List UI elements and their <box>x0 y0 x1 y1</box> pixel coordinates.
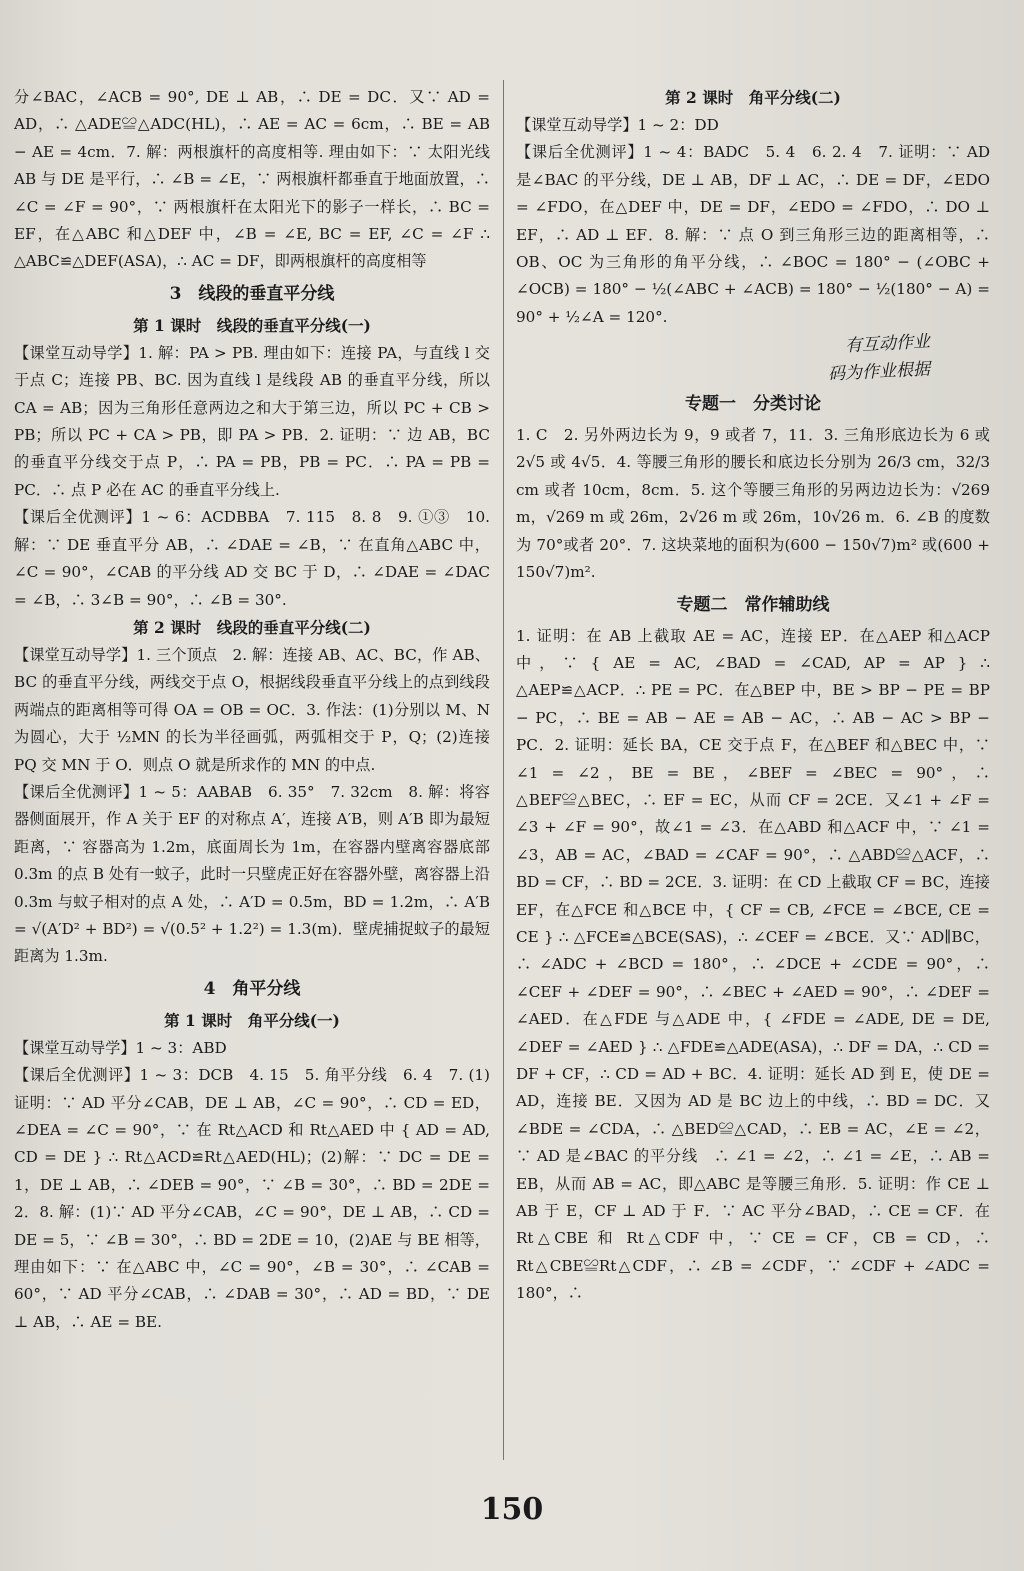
section-3-lesson-2-classroom: 【课堂互动导学】1. 三个顶点 2. 解：连接 AB、AC、BC，作 AB、BC 的垂直平分线，两线交于点 O，根据线段垂直平分线上的点到线段两端点的距离相等可得 OA = OB = OC．3. 作法：(1)分别以 M、N 为圆心，大于 ½MN 的长为半径画弧，两弧相交于 P，Q；(2)连接 PQ 交 MN 于 O．则点 O 就是所求作的 MN 的中点. <box>14 645 490 774</box>
section-3-lesson-1-classroom: 【课堂互动导学】1. 解：PA > PB. 理由如下：连接 PA，与直线 l 交于点 C；连接 PB、BC. 因为直线 l 是线段 AB 的垂直平分线，所以 CA = AB；因为三角形任意两边之和大于第三边，所以 PC + CB > PB；所以 PC + CA > PB，即 PA > PB．2. 证明：∵ 边 AB，BC 的垂直平分线交于点 P，∴ PA = PB，PB = PC．∴ PA = PB = PC．∴ 点 P 必在 AC 的垂直平分线上. <box>14 343 490 499</box>
section-3-lesson-1-after-class: 【课后全优测评】1 ~ 6：ACDBBA 7. 115 8. 8 9. ①③ 10. 解：∵ DE 垂直平分 AB，∴ ∠DAE = ∠B，∵ 在直角△ABC 中，∠C = 90°，∠CAB 的平分线 AD 交 BC 于 D，∴ ∠DAE = ∠DAC = ∠B，∴ 3∠B = 90°，∴ ∠B = 30°. <box>14 508 490 609</box>
section-4-title: 4 角平分线 <box>203 978 301 999</box>
section-4-lesson-1-title: 第 1 课时 角平分线(一) <box>164 1010 340 1030</box>
section-4-lesson-2-classroom: 【课堂互动导学】1 ~ 2：DD <box>516 116 719 134</box>
topic-2-title: 专题二 常作辅助线 <box>676 594 830 615</box>
handwritten-note <box>516 331 990 386</box>
section-3-lesson-2-title: 第 2 课时 线段的垂直平分线(二) <box>133 617 371 637</box>
handwriting-line-1: 有互动作业 <box>844 332 931 357</box>
right-column <box>516 84 990 1481</box>
section-3-title: 3 线段的垂直平分线 <box>169 283 335 304</box>
left-intro-paragraph: 分∠BAC，∠ACB = 90°, DE ⊥ AB，∴ DE = DC．又∵ AD = AD，∴ △ADE≌△ADC(HL)，∴ AE = AC = 6cm，∴ BE = AB − AE = 4cm．7. 解：两根旗杆的高度相等. 理由如下：∵ 太阳光线 AB 与 DE 是平行，∴ ∠B = ∠E，∵ 两根旗杆都垂直于地面放置，∴ ∠C = ∠F = 90°，∵ 两根旗杆在太阳光下的影子一样长，∴ BC = EF，在△ABC 和△DEF 中，∠B = ∠E, BC = EF, ∠C = ∠F ∴ △ABC≌△DEF(ASA)，∴ AC = DF，即两根旗杆的高度相等 <box>14 88 490 271</box>
section-3-lesson-2-after-class: 【课后全优测评】1 ~ 5：AABAB 6. 35° 7. 32cm 8. 解：将容器侧面展开，作 A 关于 EF 的对称点 A′，连接 A′B，则 A′B 即为最短距离，∵ 容器高为 1.2m，底面周长为 1m，在容器内壁离容器底部 0.3m 的点 B 处有一蚊子，此时一只壁虎正好在容器外壁，离容器上沿 0.3m 与蚊子相对的点 A 处，∴ A′D = 0.5m，BD = 1.2m，∴ A′B = √(A′D² + BD²) = √(0.5² + 1.2²) = 1.3(m)．壁虎捕捉蚊子的最短距离为 1.3m. <box>14 782 490 966</box>
section-4-lesson-2-title: 第 2 课时 角平分线(二) <box>665 88 841 107</box>
handwriting-line-2: 码为作业根据 <box>827 359 931 385</box>
column-divider <box>503 80 504 1460</box>
section-4-lesson-1-classroom: 【课堂互动导学】1 ~ 3：ABD <box>14 1038 227 1057</box>
left-column <box>14 84 490 1481</box>
topic-2-answers: 1. 证明：在 AB 上截取 AE = AC，连接 EP．在△AEP 和△ACP 中，∵ { AE = AC, ∠BAD = ∠CAD, AP = AP } ∴ △AEP≌△ACP．∴ PE = PC．在△BEP 中，BE > BP − PE = BP − PC，∴ BE = AB − AE = AB − AC，∴ AB − AC > BP − PC．2. 证明：延长 BA，CE 交于点 F，在△BEF 和△BEC 中，∵ ∠1 = ∠2，BE = BE，∠BEF = ∠BEC = 90°，∴ △BEF≌△BEC，∴ EF = EC，从而 CF = 2CE．又∠1 + ∠F = ∠3 + ∠F = 90°，故∠1 = ∠3．在△ABD 和△ACF 中，∵ ∠1 = ∠3，AB = AC，∠BAD = ∠CAF = 90°，∴ △ABD≌△ACF，∴ BD = CF，∴ BD = 2CE．3. 证明：在 CD 上截取 CF = BC，连接 EF，在△FCE 和△BCE 中，{ CF = CB, ∠FCE = ∠BCE, CE = CE } ∴ △FCE≌△BCE(SAS)，∴ ∠CEF = ∠BCE．又∵ AD∥BC，∴ ∠ADC + ∠BCD = 180°，∴ ∠DCE + ∠CDE = 90°，∴ ∠CEF + ∠DEF = 90°，∴ ∠BEC + ∠AED = 90°，∴ ∠DEF = ∠AED．在△FDE 与△ADE 中，{ ∠FDE = ∠ADE, DE = DE, ∠DEF = ∠AED } ∴ △FDE≌△ADE(ASA)，∴ DF = DA，∴ CD = DF + CF，∴ CD = AD + BC．4. 证明：延长 AD 到 E，使 DE = AD，连接 BE．又因为 AD 是 BC 边上的中线，∴ BD = DC．又∠BDE = ∠CDA，∴ △BED≌△CAD，∴ EB = AC，∠E = ∠2，∵ AD 是∠BAC 的平分线 ∴ ∠1 = ∠2，∴ ∠1 = ∠E，∴ AB = EB，从而 AB = AC，即△ABC 是等腰三角形．5. 证明：作 CE ⊥ AB 于 E，CF ⊥ AD 于 F．∵ AC 平分∠BAD，∴ CE = CF．在 Rt△CBE 和 Rt△CDF 中，∵ CE = CF，CB = CD，∴ Rt△CBE≌Rt△CDF，∴ ∠B = ∠CDF，∵ ∠CDF + ∠ADC = 180°，∴ <box>516 626 990 1303</box>
section-3-lesson-1-title: 第 1 课时 线段的垂直平分线(一) <box>133 315 371 335</box>
page-number: 150 <box>480 1492 544 1527</box>
topic-1-title: 专题一 分类讨论 <box>685 394 821 415</box>
section-4-lesson-1-after-class: 【课后全优测评】1 ~ 3：DCB 4. 15 5. 角平分线 6. 4 7. (1)证明：∵ AD 平分∠CAB，DE ⊥ AB，∠C = 90°，∴ CD = ED，∠DEA = ∠C = 90°，∵ 在 Rt△ACD 和 Rt△AED 中 { AD = AD, CD = DE } ∴ Rt△ACD≌Rt△AED(HL)；(2)解：∵ DC = DE = 1，DE ⊥ AB，∴ ∠DEB = 90°，∵ ∠B = 30°，∴ BD = 2DE = 2．8. 解：(1)∵ AD 平分∠CAB，∠C = 90°，DE ⊥ AB，∴ CD = DE = 5，∵ ∠B = 30°，∴ BD = 2DE = 10，(2)AE 与 BE 相等，理由如下：∵ 在△ABC 中，∠C = 90°，∠B = 30°，∴ ∠CAB = 60°，∵ AD 平分∠CAB，∴ ∠DAB = 30°，∴ AD = BD，∵ DE ⊥ AB，∴ AE = BE. <box>14 1066 490 1331</box>
section-4-lesson-2-after-class: 【课后全优测评】1 ~ 4：BADC 5. 4 6. 2. 4 7. 证明：∵ AD 是∠BAC 的平分线，DE ⊥ AB，DF ⊥ AC，∴ DE = DF，∠EDO = ∠FDO，在△DEF 中，DE = DF，∠EDO = ∠FDO，∴ DO ⊥ EF，∴ AD ⊥ EF．8. 解：∵ 点 O 到三角形三边的距离相等，∴ OB、OC 为三角形的角平分线，∴ ∠BOC = 180° − (∠OBC + ∠OCB) = 180° − ½(∠ABC + ∠ACB) = 180° − ½(180° − A) = 90° + ½∠A = 120°. <box>516 143 990 326</box>
topic-1-answers: 1. C 2. 另外两边长为 9，9 或者 7，11．3. 三角形底边长为 6 或 2√5 或 4√5．4. 等腰三角形的腰长和底边长分别为 26/3 cm，32/3 cm 或者 10cm，8cm．5. 这个等腰三角形的另两边边长为：√269 m，√269 m 或 26m，2√26 m 或 26m，10√26 m．6. ∠B 的度数为 70°或者 20°．7. 这块菜地的面积为(600 − 150√7)m² 或(600 + 150√7)m². <box>516 426 990 582</box>
